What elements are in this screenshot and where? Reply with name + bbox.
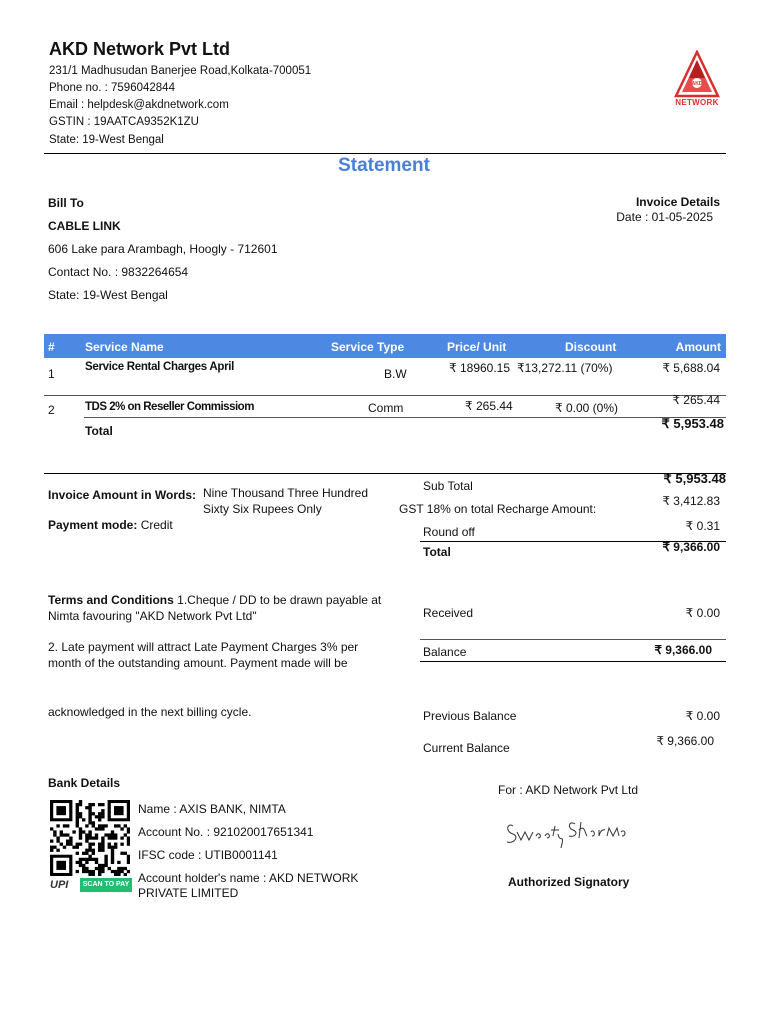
items-total-label: Total <box>85 424 113 438</box>
received-value: ₹ 0.00 <box>685 606 720 620</box>
summary-total-label: Total <box>423 545 451 559</box>
amount-words-line1: Nine Thousand Three Hundred <box>203 486 368 500</box>
section-divider <box>44 473 726 474</box>
sub-total-value: ₹ 5,953.48 <box>663 471 726 486</box>
payment-mode-label: Payment mode: <box>48 518 138 532</box>
terms-line1 <box>48 593 381 607</box>
customer-name: CABLE LINK <box>48 219 121 233</box>
terms-text1: 1.Cheque / DD to be drawn payable at <box>177 593 382 607</box>
terms-line4: month of the outstanding amount. Payment made will be <box>48 656 348 670</box>
bank-holder-line1: Account holder's name : AKD NETWORK <box>138 871 359 885</box>
gst-value: ₹ 3,412.83 <box>662 494 720 508</box>
company-email: Email : helpdesk@akdnetwork.com <box>49 99 229 111</box>
company-name: AKD Network Pvt Ltd <box>49 39 231 59</box>
for-company: For : AKD Network Pvt Ltd <box>498 783 639 797</box>
balance-value: ₹ 9,366.00 <box>654 643 712 657</box>
company-phone: Phone no. : 7596042844 <box>49 82 175 94</box>
customer-contact: Contact No. : 9832264654 <box>48 265 189 279</box>
row2-price: ₹ 265.44 <box>465 399 513 413</box>
row2-service-type: Comm <box>368 401 404 415</box>
invoice-details-label: Invoice Details <box>635 195 720 209</box>
current-balance-value: ₹ 9,366.00 <box>656 734 714 748</box>
sub-total-label: Sub Total <box>423 479 473 493</box>
current-balance-label: Current Balance <box>423 741 510 755</box>
company-logo <box>672 50 722 110</box>
company-state: State: 19-West Bengal <box>49 134 164 146</box>
payment-mode <box>48 518 173 532</box>
scan-to-pay-label: SCAN TO PAY <box>80 878 132 892</box>
header-divider <box>44 153 726 154</box>
gst-label: GST 18% on total Recharge Amount: <box>399 502 597 516</box>
invoice-date: Date : 01-05-2025 <box>616 210 713 224</box>
authorized-signatory-label: Authorized Signatory <box>508 875 630 889</box>
items-table-header <box>44 334 726 358</box>
summary-total-value: ₹ 9,366.00 <box>662 540 720 554</box>
customer-state: State: 19-West Bengal <box>48 288 168 302</box>
row1-service-name: Service Rental Charges April <box>85 361 235 373</box>
col-service-type: Service Type <box>331 340 405 354</box>
terms-label: Terms and Conditions <box>48 593 174 607</box>
col-amount: Amount <box>675 340 721 354</box>
row1-service-type: B.W <box>384 367 407 381</box>
row1-discount: ₹13,272.11 (70%) <box>517 361 613 375</box>
terms-line3: 2. Late payment will attract Late Payment Charges 3% per <box>48 640 359 654</box>
bank-ifsc: IFSC code : UTIB0001141 <box>138 848 278 862</box>
bank-account: Account No. : 921020017651341 <box>138 825 314 839</box>
customer-address: 606 Lake para Arambagh, Hoogly - 712601 <box>48 242 278 256</box>
svg-text:AKD: AKD <box>691 81 703 87</box>
balance-divider <box>420 639 726 640</box>
balance-divider <box>420 661 726 662</box>
col-service-name: Service Name <box>85 340 164 354</box>
row2-amount: ₹ 265.44 <box>672 393 720 407</box>
bill-to-label: Bill To <box>48 196 84 210</box>
terms-line2: Nimta favouring "AKD Network Pvt Ltd" <box>48 609 257 623</box>
upi-logo-text: UPI <box>50 879 69 891</box>
bank-details-label: Bank Details <box>48 776 121 790</box>
row-divider <box>84 417 726 418</box>
balance-label: Balance <box>423 645 467 659</box>
round-off-label: Round off <box>423 525 475 539</box>
company-address: 231/1 Madhusudan Banerjee Road,Kolkata-700051 <box>49 65 312 77</box>
signature <box>503 812 633 852</box>
received-label: Received <box>423 606 474 620</box>
company-gstin: GSTIN : 19AATCA9352K1ZU <box>49 116 199 128</box>
payment-mode-value: Credit <box>140 518 173 532</box>
terms-line5: acknowledged in the next billing cycle. <box>48 705 252 719</box>
items-total-amount: ₹ 5,953.48 <box>661 416 724 431</box>
col-price: Price/ Unit <box>447 340 507 354</box>
upi-badge <box>50 878 132 892</box>
row2-discount: ₹ 0.00 (0%) <box>555 401 618 415</box>
previous-balance-label: Previous Balance <box>423 709 517 723</box>
statement-title: Statement <box>338 155 430 176</box>
row1-amount: ₹ 5,688.04 <box>662 361 720 375</box>
row1-num: 1 <box>48 367 55 381</box>
round-off-value: ₹ 0.31 <box>685 519 720 533</box>
row2-num: 2 <box>48 403 55 417</box>
qr-code[interactable] <box>50 800 130 876</box>
amount-words-line2: Sixty Six Rupees Only <box>203 502 322 516</box>
col-discount: Discount <box>565 340 617 354</box>
amount-words-label: Invoice Amount in Words: <box>48 488 197 502</box>
bank-name: Name : AXIS BANK, NIMTA <box>138 802 286 816</box>
logo-text: NETWORK <box>675 98 719 107</box>
row-divider <box>44 395 726 396</box>
bank-holder-line2: PRIVATE LIMITED <box>138 886 239 900</box>
row1-price: ₹ 18960.15 <box>449 361 511 375</box>
previous-balance-value: ₹ 0.00 <box>685 709 720 723</box>
row2-service-name: TDS 2% on Reseller Commissiom <box>85 401 254 413</box>
col-num: # <box>48 340 55 354</box>
